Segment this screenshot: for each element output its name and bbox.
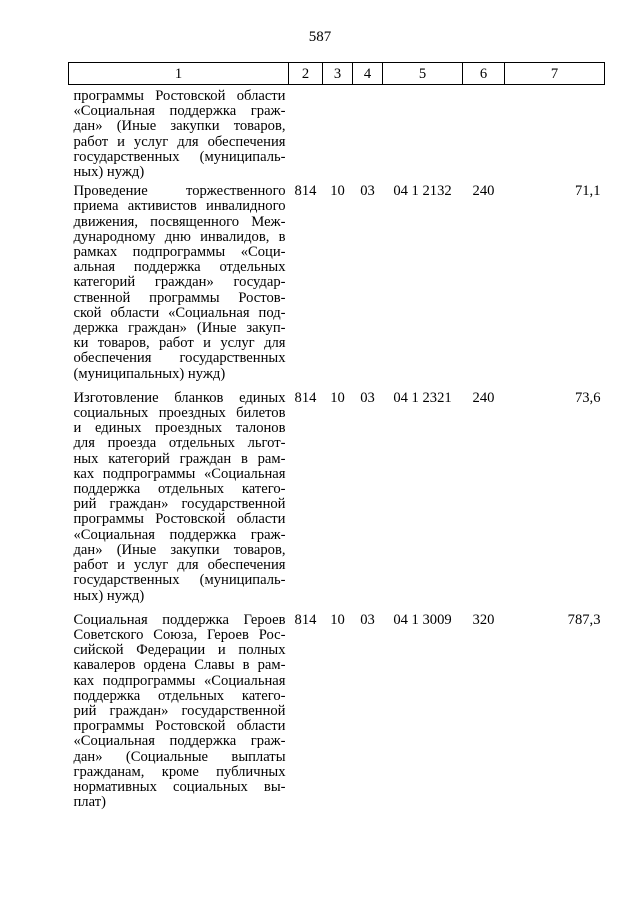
cell-amount (505, 85, 605, 181)
cell-section: 10 (330, 611, 345, 628)
header-row (69, 63, 605, 85)
cell-subsection (353, 85, 383, 181)
cell-type (463, 85, 505, 181)
description-line: ных) нужд) (73, 164, 145, 181)
cell-subsection: 03 (360, 183, 375, 200)
description-line: ках подпрограммы «Социальная (73, 672, 286, 689)
description-line: ки товаров, работ и услуг для (73, 335, 286, 352)
table-row (69, 85, 605, 181)
cell-description (69, 387, 289, 609)
description-line: для проезда отдельных льгот- (73, 435, 286, 452)
description-line: альная поддержка отдельных (73, 259, 286, 276)
description-line: кавалеров ордена Славы в рам- (73, 657, 286, 674)
description-line: государственных (муниципаль- (73, 148, 286, 165)
cell-code (289, 85, 323, 181)
description-line: (муниципальных) нужд) (73, 365, 226, 382)
cell-description (69, 85, 289, 181)
description-line: поддержка отдельных катего- (73, 687, 286, 704)
description-line: Проведение торжественного (73, 183, 286, 200)
header-col-subsection: 4 (353, 63, 383, 85)
description-line: работ и услуг для обеспечения (73, 133, 286, 150)
description-line: рамках подпрограммы «Соци- (73, 244, 286, 261)
description-line: движения, посвященного Меж- (73, 213, 286, 230)
cell-target: 04 1 2321 (393, 389, 452, 406)
cell-code: 814 (294, 389, 317, 406)
description-line: плат) (73, 794, 106, 811)
page-number: 587 (308, 29, 332, 45)
header-col-target: 5 (383, 63, 463, 85)
description-line: приема активистов инвалидного (73, 198, 286, 215)
description-line: гражданам, кроме публичных (73, 763, 286, 780)
header-col-code: 2 (289, 63, 323, 85)
cell-type: 240 (472, 183, 495, 200)
description-line: программы Ростовской области (73, 511, 286, 528)
cell-amount: 73,6 (574, 389, 601, 406)
description-line: дан» (Социальные выплаты (73, 748, 286, 765)
header-col-type: 6 (463, 63, 505, 85)
description-line: ской области «Социальная под- (73, 304, 286, 321)
cell-description (69, 180, 289, 387)
table-row (69, 609, 605, 816)
cell-target: 04 1 2132 (393, 183, 452, 200)
description-line: «Социальная поддержка граж- (73, 103, 286, 120)
cell-code: 814 (294, 611, 317, 628)
budget-table (68, 62, 605, 815)
cell-type: 240 (472, 389, 495, 406)
description-line: рий граждан» государственной (73, 702, 286, 719)
description-line: «Социальная поддержка граж- (73, 526, 286, 543)
cell-target: 04 1 3009 (393, 611, 452, 628)
description-line: программы Ростовской области (73, 88, 286, 104)
description-line: поддержка отдельных катего- (73, 481, 286, 498)
description-line: и единых проездных талонов (73, 420, 286, 437)
cell-subsection: 03 (360, 611, 375, 628)
description-line: обеспечения государственных (73, 350, 286, 367)
description-line: дан» (Иные закупки товаров, (73, 118, 286, 135)
description-line: «Социальная поддержка граж- (73, 733, 286, 750)
description-line: дународному дню инвалидов, в (73, 228, 286, 245)
description-line: Изготовление бланков единых (73, 389, 286, 406)
cell-section: 10 (330, 389, 345, 406)
description-line: нормативных социальных вы- (73, 778, 286, 795)
description-line: ных) нужд) (73, 587, 145, 604)
description-line: работ и услуг для обеспечения (73, 557, 286, 574)
table-row (69, 180, 605, 387)
cell-section: 10 (330, 183, 345, 200)
description-line: ках подпрограммы «Социальная (73, 465, 286, 482)
description-line: держка граждан» (Иные закуп- (73, 320, 286, 337)
cell-target (383, 85, 463, 181)
cell-code: 814 (294, 183, 317, 200)
header-col-section: 3 (323, 63, 353, 85)
description-line: рий граждан» государственной (73, 496, 286, 513)
description-line: ных категорий граждан в рам- (73, 450, 286, 467)
cell-amount: 787,3 (567, 611, 601, 628)
table-row (69, 387, 605, 609)
cell-description (69, 609, 289, 816)
description-line: программы Ростовской области (73, 718, 286, 735)
cell-subsection: 03 (360, 389, 375, 406)
description-line: категорий граждан» государ- (73, 274, 286, 291)
header-col-amount: 7 (505, 63, 605, 85)
header-col-description: 1 (69, 63, 289, 85)
cell-amount: 71,1 (574, 183, 601, 200)
description-line: сийской Федерации и полных (73, 642, 286, 659)
cell-type: 320 (472, 611, 495, 628)
description-line: социальных проездных билетов (73, 405, 286, 422)
description-line: государственных (муниципаль- (73, 572, 286, 589)
description-line: Советского Союза, Героев Рос- (73, 626, 286, 643)
description-line: ственной программы Ростов- (73, 289, 286, 306)
description-line: дан» (Иные закупки товаров, (73, 541, 286, 558)
cell-section (323, 85, 353, 181)
description-line: Социальная поддержка Героев (73, 611, 286, 628)
table-body (69, 85, 605, 816)
